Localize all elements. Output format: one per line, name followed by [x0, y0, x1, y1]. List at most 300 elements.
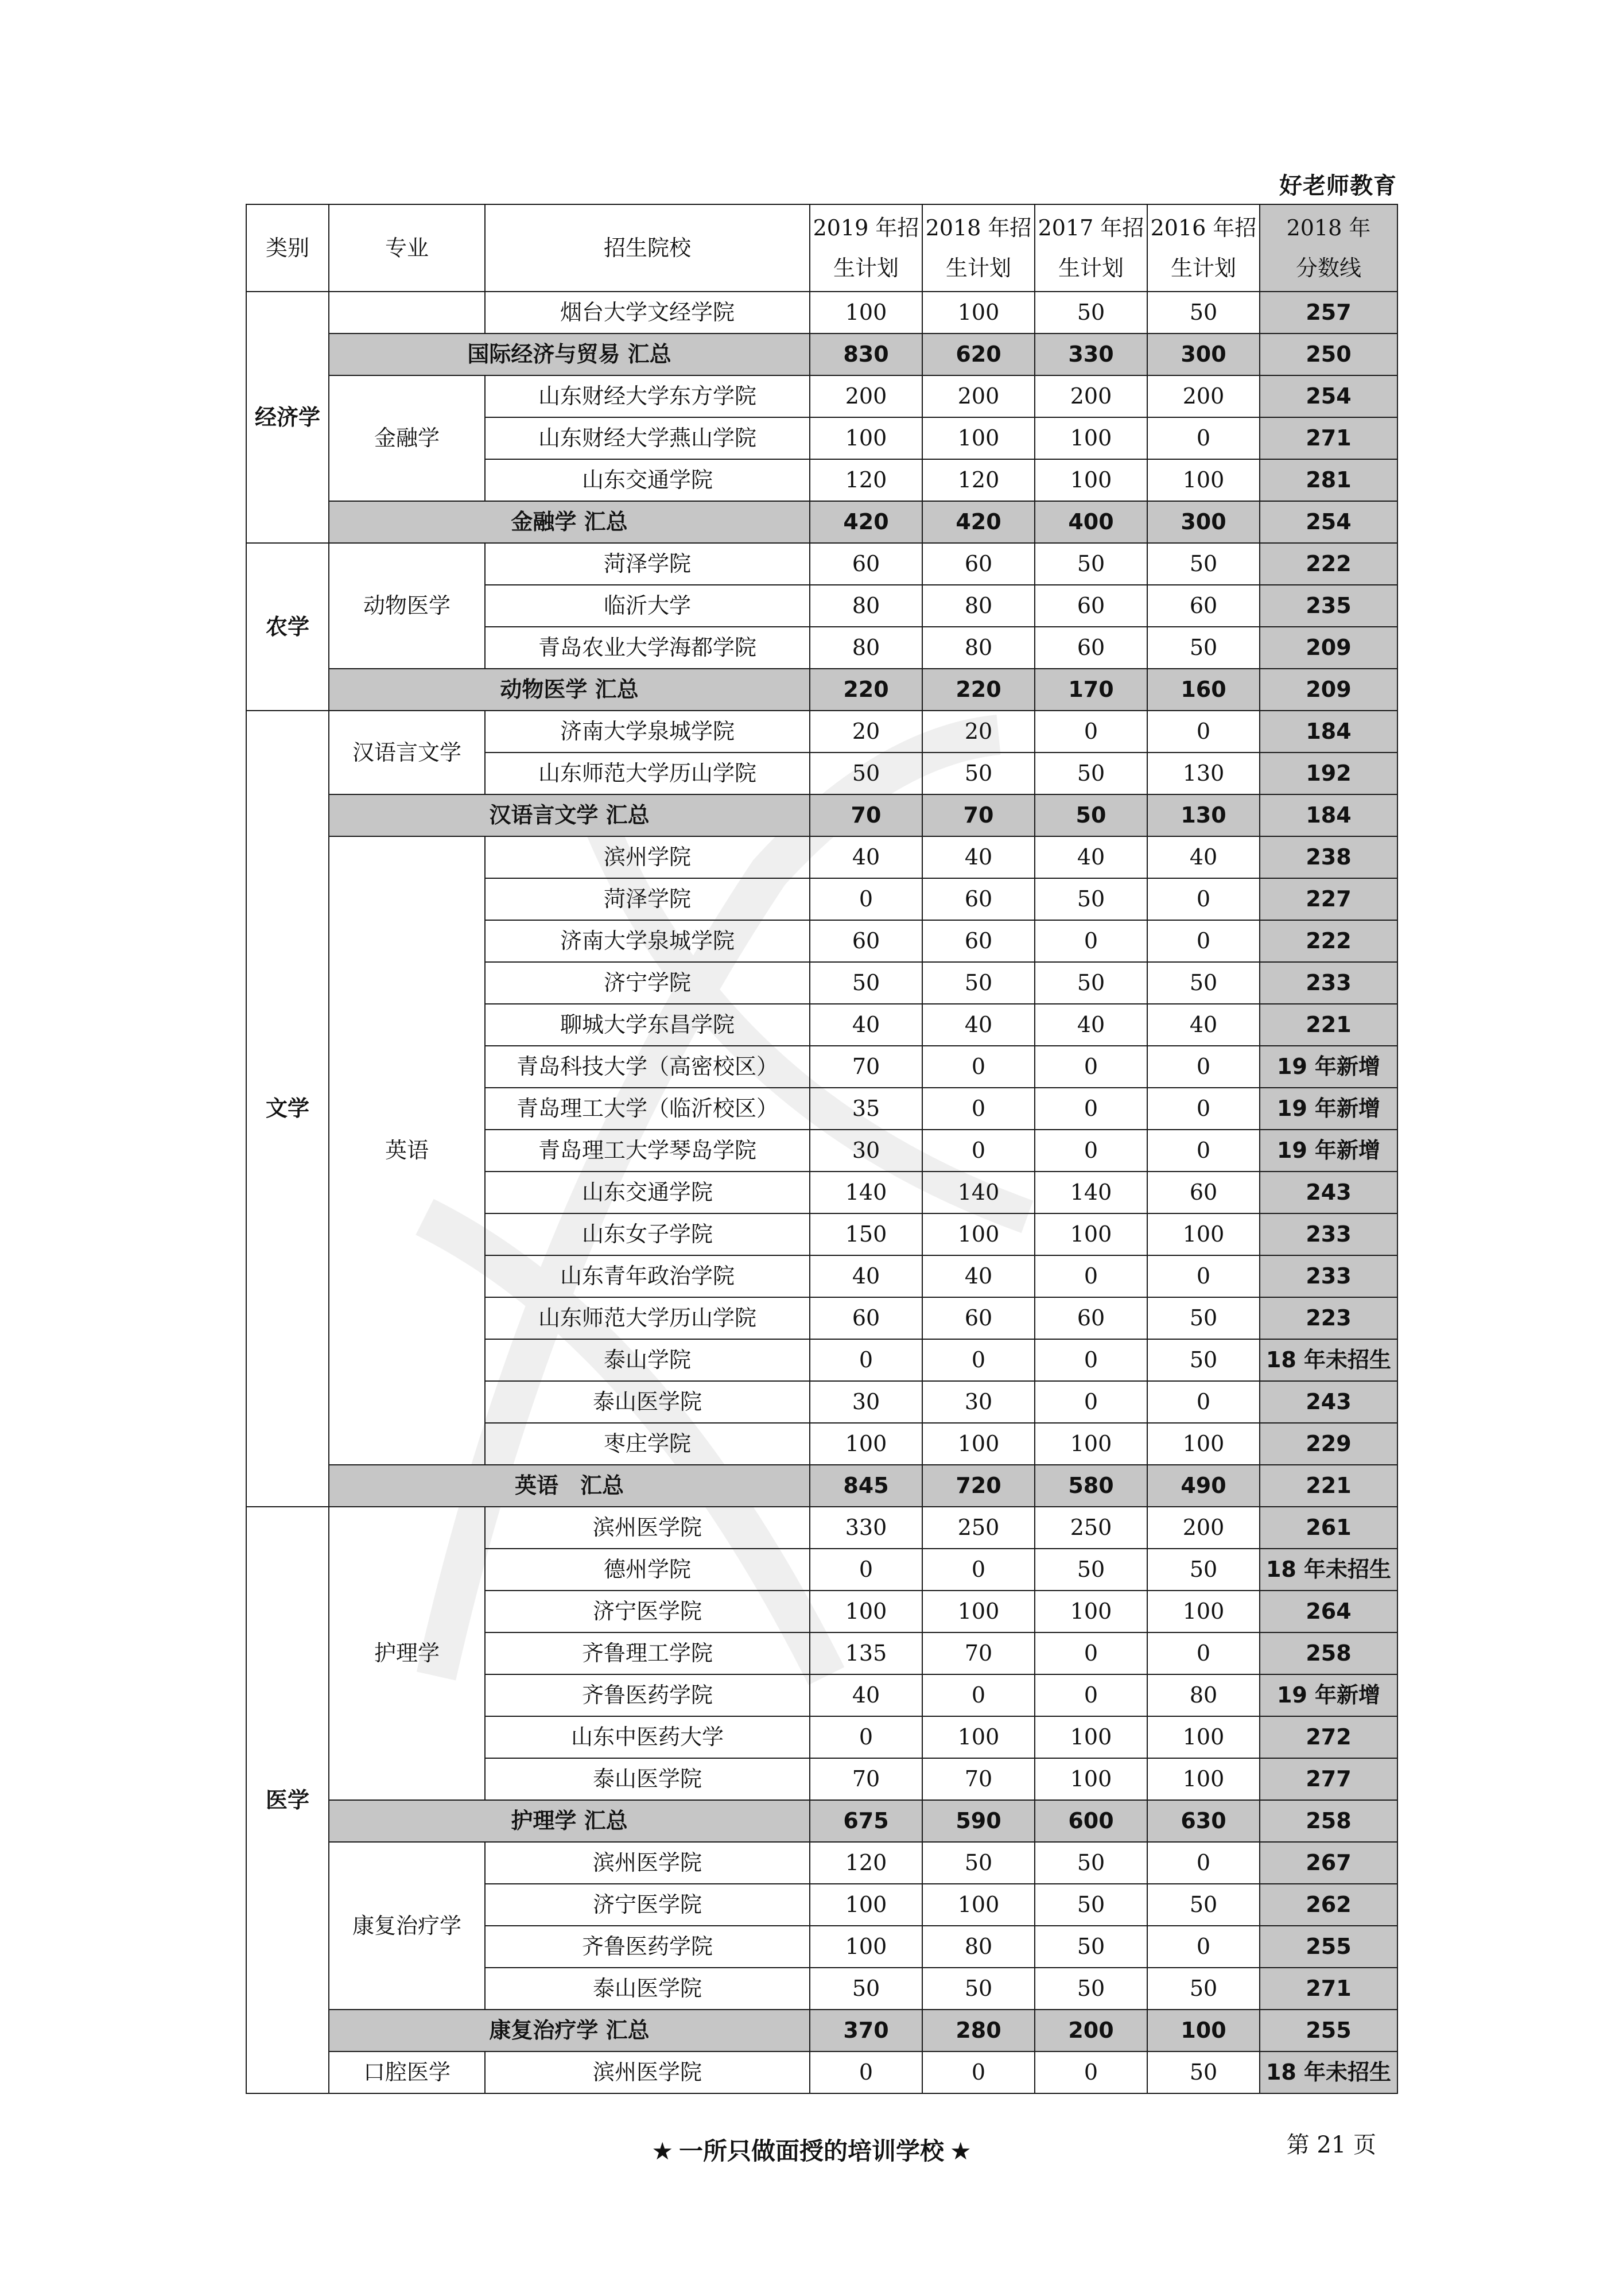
plan-2016-cell: 100 — [1147, 2010, 1260, 2051]
school-cell: 山东财经大学燕山学院 — [485, 417, 810, 459]
plan-2018-cell: 50 — [922, 962, 1035, 1004]
plan-2017-cell: 100 — [1035, 1423, 1147, 1465]
school-cell: 济南大学泉城学院 — [485, 920, 810, 962]
plan-2016-cell: 0 — [1147, 878, 1260, 920]
plan-2016-cell: 100 — [1147, 1591, 1260, 1632]
table-row — [246, 292, 1397, 333]
plan-2016-cell: 50 — [1147, 2051, 1260, 2093]
plan-2019-cell: 120 — [810, 1842, 922, 1884]
star-icon: ★ — [950, 2137, 972, 2165]
school-cell: 齐鲁医药学院 — [485, 1674, 810, 1716]
plan-2016-cell: 0 — [1147, 1130, 1260, 1172]
plan-2018-cell: 60 — [922, 878, 1035, 920]
school-cell: 山东财经大学东方学院 — [485, 375, 810, 417]
plan-2019-cell: 80 — [810, 627, 922, 669]
brand-name: 好老师教育 — [1279, 173, 1397, 199]
plan-2018-cell: 200 — [922, 375, 1035, 417]
school-cell: 山东中医药大学 — [485, 1716, 810, 1758]
table-body — [246, 292, 1397, 2093]
score-cell: 258 — [1260, 1632, 1397, 1674]
score-cell: 222 — [1260, 543, 1397, 585]
plan-2017-cell: 60 — [1035, 1297, 1147, 1339]
header-plan-2019: 2019 年招 生计划 — [810, 204, 922, 292]
plan-2019-cell: 40 — [810, 836, 922, 878]
plan-2017-cell: 0 — [1035, 1674, 1147, 1716]
header-plan-2018: 2018 年招 生计划 — [922, 204, 1035, 292]
plan-2017-cell: 100 — [1035, 417, 1147, 459]
school-cell: 泰山医学院 — [485, 1758, 810, 1800]
subtotal-row — [246, 2010, 1397, 2051]
plan-2019-cell: 40 — [810, 1255, 922, 1297]
subtotal-label: 金融学 汇总 — [329, 501, 810, 543]
plan-2018-cell: 40 — [922, 1255, 1035, 1297]
plan-2018-cell: 0 — [922, 1088, 1035, 1130]
major-cell: 汉语言文学 — [329, 711, 485, 794]
header-score-2018: 2018 年 分数线 — [1260, 204, 1397, 292]
plan-2016-cell: 130 — [1147, 794, 1260, 836]
plan-2019-cell: 50 — [810, 962, 922, 1004]
plan-2017-cell: 100 — [1035, 459, 1147, 501]
footer-slogan-text: 一所只做面授的培训学校 — [678, 2137, 944, 2165]
plan-2016-cell: 50 — [1147, 543, 1260, 585]
plan-2016-cell: 100 — [1147, 459, 1260, 501]
score-cell: 184 — [1260, 794, 1397, 836]
major-cell — [329, 292, 485, 333]
table-row — [246, 1842, 1397, 1884]
plan-2017-cell: 50 — [1035, 543, 1147, 585]
score-cell: 243 — [1260, 1172, 1397, 1213]
plan-2017-cell: 0 — [1035, 1339, 1147, 1381]
plan-2019-cell: 70 — [810, 1046, 922, 1088]
major-cell: 英语 — [329, 836, 485, 1465]
plan-2017-cell: 50 — [1035, 1549, 1147, 1591]
plan-2018-cell: 100 — [922, 292, 1035, 333]
school-cell: 菏泽学院 — [485, 543, 810, 585]
plan-2018-cell: 40 — [922, 1004, 1035, 1046]
school-cell: 枣庄学院 — [485, 1423, 810, 1465]
plan-2016-cell: 0 — [1147, 1255, 1260, 1297]
major-cell: 动物医学 — [329, 543, 485, 669]
score-cell: 254 — [1260, 375, 1397, 417]
score-cell: 281 — [1260, 459, 1397, 501]
school-cell: 济宁医学院 — [485, 1591, 810, 1632]
plan-2018-cell: 60 — [922, 543, 1035, 585]
school-cell: 滨州医学院 — [485, 1842, 810, 1884]
category-cell: 经济学 — [246, 292, 329, 543]
plan-2019-cell: 50 — [810, 1968, 922, 2010]
plan-2019-cell: 0 — [810, 2051, 922, 2093]
plan-2017-cell: 0 — [1035, 1255, 1147, 1297]
plan-2017-cell: 200 — [1035, 375, 1147, 417]
plan-2017-cell: 170 — [1035, 669, 1147, 711]
plan-2018-cell: 0 — [922, 1339, 1035, 1381]
plan-2019-cell: 80 — [810, 585, 922, 627]
score-cell: 250 — [1260, 333, 1397, 375]
plan-2016-cell: 40 — [1147, 1004, 1260, 1046]
plan-2017-cell: 50 — [1035, 962, 1147, 1004]
plan-2019-cell: 100 — [810, 1423, 922, 1465]
plan-2017-cell: 50 — [1035, 1884, 1147, 1926]
table-row — [246, 2051, 1397, 2093]
plan-2016-cell: 100 — [1147, 1716, 1260, 1758]
plan-2019-cell: 370 — [810, 2010, 922, 2051]
plan-2018-cell: 0 — [922, 1046, 1035, 1088]
plan-2017-cell: 60 — [1035, 627, 1147, 669]
major-cell: 护理学 — [329, 1507, 485, 1800]
plan-2016-cell: 160 — [1147, 669, 1260, 711]
plan-2018-cell: 620 — [922, 333, 1035, 375]
plan-2017-cell: 0 — [1035, 711, 1147, 753]
plan-2016-cell: 100 — [1147, 1758, 1260, 1800]
plan-2018-cell: 70 — [922, 794, 1035, 836]
table-row — [246, 375, 1397, 417]
plan-2016-cell: 0 — [1147, 920, 1260, 962]
school-cell: 山东交通学院 — [485, 459, 810, 501]
plan-2019-cell: 830 — [810, 333, 922, 375]
plan-2017-cell: 100 — [1035, 1758, 1147, 1800]
plan-2017-cell: 0 — [1035, 1130, 1147, 1172]
plan-2016-cell: 630 — [1147, 1800, 1260, 1842]
enrollment-score-table — [246, 204, 1398, 2094]
plan-2018-cell: 0 — [922, 1549, 1035, 1591]
plan-2018-cell: 720 — [922, 1465, 1035, 1507]
score-cell: 267 — [1260, 1842, 1397, 1884]
plan-2016-cell: 0 — [1147, 1926, 1260, 1968]
school-cell: 济宁学院 — [485, 962, 810, 1004]
score-cell: 19 年新增 — [1260, 1088, 1397, 1130]
table-row — [246, 1507, 1397, 1549]
score-cell: 262 — [1260, 1884, 1397, 1926]
school-cell: 青岛科技大学（高密校区） — [485, 1046, 810, 1088]
score-cell: 233 — [1260, 1213, 1397, 1255]
plan-2017-cell: 50 — [1035, 753, 1147, 794]
plan-2017-cell: 250 — [1035, 1507, 1147, 1549]
score-cell: 221 — [1260, 1004, 1397, 1046]
plan-2019-cell: 100 — [810, 1926, 922, 1968]
plan-2016-cell: 0 — [1147, 1632, 1260, 1674]
plan-2016-cell: 0 — [1147, 417, 1260, 459]
plan-2016-cell: 490 — [1147, 1465, 1260, 1507]
plan-2016-cell: 50 — [1147, 1297, 1260, 1339]
plan-2018-cell: 100 — [922, 1423, 1035, 1465]
score-cell: 221 — [1260, 1465, 1397, 1507]
plan-2017-cell: 0 — [1035, 1632, 1147, 1674]
school-cell: 济宁医学院 — [485, 1884, 810, 1926]
plan-2018-cell: 60 — [922, 1297, 1035, 1339]
school-cell: 滨州学院 — [485, 836, 810, 878]
plan-2018-cell: 50 — [922, 753, 1035, 794]
plan-2017-cell: 200 — [1035, 2010, 1147, 2051]
header-plan-2017: 2017 年招 生计划 — [1035, 204, 1147, 292]
plan-2018-cell: 80 — [922, 1926, 1035, 1968]
plan-2019-cell: 60 — [810, 543, 922, 585]
score-cell: 277 — [1260, 1758, 1397, 1800]
plan-2016-cell: 50 — [1147, 1884, 1260, 1926]
plan-2016-cell: 300 — [1147, 333, 1260, 375]
plan-2019-cell: 30 — [810, 1130, 922, 1172]
plan-2017-cell: 0 — [1035, 1381, 1147, 1423]
subtotal-label: 护理学 汇总 — [329, 1800, 810, 1842]
category-cell: 文学 — [246, 711, 329, 1507]
plan-2018-cell: 100 — [922, 1213, 1035, 1255]
plan-2016-cell: 60 — [1147, 1172, 1260, 1213]
score-cell: 209 — [1260, 627, 1397, 669]
score-cell: 18 年未招生 — [1260, 1339, 1397, 1381]
plan-2019-cell: 220 — [810, 669, 922, 711]
plan-2018-cell: 140 — [922, 1172, 1035, 1213]
school-cell: 临沂大学 — [485, 585, 810, 627]
plan-2018-cell: 100 — [922, 1591, 1035, 1632]
plan-2017-cell: 140 — [1035, 1172, 1147, 1213]
plan-2018-cell: 0 — [922, 1674, 1035, 1716]
school-cell: 齐鲁医药学院 — [485, 1926, 810, 1968]
plan-2019-cell: 35 — [810, 1088, 922, 1130]
school-cell: 齐鲁理工学院 — [485, 1632, 810, 1674]
major-cell: 康复治疗学 — [329, 1842, 485, 2010]
subtotal-label: 动物医学 汇总 — [329, 669, 810, 711]
major-cell: 金融学 — [329, 375, 485, 501]
school-cell: 泰山医学院 — [485, 1381, 810, 1423]
plan-2019-cell: 40 — [810, 1674, 922, 1716]
score-cell: 19 年新增 — [1260, 1130, 1397, 1172]
plan-2019-cell: 100 — [810, 1884, 922, 1926]
score-cell: 235 — [1260, 585, 1397, 627]
score-cell: 18 年未招生 — [1260, 1549, 1397, 1591]
plan-2016-cell: 300 — [1147, 501, 1260, 543]
header-school: 招生院校 — [485, 204, 810, 292]
plan-2019-cell: 140 — [810, 1172, 922, 1213]
plan-2016-cell: 200 — [1147, 375, 1260, 417]
header-major: 专业 — [329, 204, 485, 292]
plan-2017-cell: 0 — [1035, 1088, 1147, 1130]
score-cell: 255 — [1260, 1926, 1397, 1968]
plan-2017-cell: 100 — [1035, 1591, 1147, 1632]
table-row — [246, 543, 1397, 585]
subtotal-row — [246, 1800, 1397, 1842]
plan-2017-cell: 0 — [1035, 920, 1147, 962]
plan-2019-cell: 0 — [810, 1339, 922, 1381]
school-cell: 济南大学泉城学院 — [485, 711, 810, 753]
table-header-row — [246, 204, 1397, 292]
plan-2019-cell: 675 — [810, 1800, 922, 1842]
score-cell: 272 — [1260, 1716, 1397, 1758]
school-cell: 青岛理工大学琴岛学院 — [485, 1130, 810, 1172]
plan-2019-cell: 0 — [810, 1716, 922, 1758]
plan-2018-cell: 420 — [922, 501, 1035, 543]
plan-2017-cell: 40 — [1035, 1004, 1147, 1046]
plan-2016-cell: 0 — [1147, 1381, 1260, 1423]
plan-2017-cell: 50 — [1035, 1842, 1147, 1884]
score-cell: 271 — [1260, 417, 1397, 459]
score-cell: 192 — [1260, 753, 1397, 794]
school-cell: 山东师范大学历山学院 — [485, 753, 810, 794]
score-cell: 264 — [1260, 1591, 1397, 1632]
score-cell: 238 — [1260, 836, 1397, 878]
plan-2017-cell: 50 — [1035, 794, 1147, 836]
plan-2018-cell: 100 — [922, 417, 1035, 459]
plan-2016-cell: 80 — [1147, 1674, 1260, 1716]
plan-2016-cell: 0 — [1147, 1842, 1260, 1884]
school-cell: 山东青年政治学院 — [485, 1255, 810, 1297]
score-cell: 18 年未招生 — [1260, 2051, 1397, 2093]
plan-2018-cell: 30 — [922, 1381, 1035, 1423]
score-cell: 261 — [1260, 1507, 1397, 1549]
school-cell: 青岛农业大学海都学院 — [485, 627, 810, 669]
category-cell: 医学 — [246, 1507, 329, 2093]
plan-2017-cell: 40 — [1035, 836, 1147, 878]
subtotal-row — [246, 501, 1397, 543]
plan-2019-cell: 70 — [810, 1758, 922, 1800]
score-cell: 257 — [1260, 292, 1397, 333]
plan-2017-cell: 100 — [1035, 1213, 1147, 1255]
header-plan-2016: 2016 年招 生计划 — [1147, 204, 1260, 292]
plan-2016-cell: 200 — [1147, 1507, 1260, 1549]
plan-2019-cell: 60 — [810, 920, 922, 962]
plan-2019-cell: 0 — [810, 878, 922, 920]
plan-2019-cell: 150 — [810, 1213, 922, 1255]
subtotal-row — [246, 1465, 1397, 1507]
score-cell: 19 年新增 — [1260, 1674, 1397, 1716]
plan-2019-cell: 845 — [810, 1465, 922, 1507]
subtotal-row — [246, 333, 1397, 375]
score-cell: 229 — [1260, 1423, 1397, 1465]
school-cell: 滨州医学院 — [485, 1507, 810, 1549]
plan-2017-cell: 580 — [1035, 1465, 1147, 1507]
score-cell: 254 — [1260, 501, 1397, 543]
subtotal-row — [246, 794, 1397, 836]
school-cell: 泰山医学院 — [485, 1968, 810, 2010]
plan-2018-cell: 100 — [922, 1716, 1035, 1758]
plan-2018-cell: 40 — [922, 836, 1035, 878]
score-cell: 243 — [1260, 1381, 1397, 1423]
plan-2019-cell: 0 — [810, 1549, 922, 1591]
plan-2017-cell: 600 — [1035, 1800, 1147, 1842]
plan-2018-cell: 80 — [922, 627, 1035, 669]
plan-2019-cell: 50 — [810, 753, 922, 794]
score-cell: 222 — [1260, 920, 1397, 962]
plan-2018-cell: 220 — [922, 669, 1035, 711]
score-cell: 184 — [1260, 711, 1397, 753]
plan-2018-cell: 590 — [922, 1800, 1035, 1842]
plan-2018-cell: 70 — [922, 1758, 1035, 1800]
plan-2017-cell: 50 — [1035, 292, 1147, 333]
plan-2019-cell: 60 — [810, 1297, 922, 1339]
plan-2016-cell: 0 — [1147, 1088, 1260, 1130]
plan-2019-cell: 100 — [810, 417, 922, 459]
star-icon: ★ — [651, 2137, 673, 2165]
plan-2017-cell: 50 — [1035, 1926, 1147, 1968]
subtotal-label: 汉语言文学 汇总 — [329, 794, 810, 836]
school-cell: 山东师范大学历山学院 — [485, 1297, 810, 1339]
score-cell: 233 — [1260, 962, 1397, 1004]
score-cell: 223 — [1260, 1297, 1397, 1339]
plan-2018-cell: 70 — [922, 1632, 1035, 1674]
score-cell: 255 — [1260, 2010, 1397, 2051]
plan-2018-cell: 120 — [922, 459, 1035, 501]
score-cell: 227 — [1260, 878, 1397, 920]
score-cell: 271 — [1260, 1968, 1397, 2010]
plan-2017-cell: 50 — [1035, 1968, 1147, 2010]
plan-2019-cell: 135 — [810, 1632, 922, 1674]
plan-2018-cell: 50 — [922, 1842, 1035, 1884]
footer-slogan — [0, 2132, 1623, 2167]
table-row — [246, 711, 1397, 753]
school-cell: 山东交通学院 — [485, 1172, 810, 1213]
plan-2016-cell: 50 — [1147, 627, 1260, 669]
plan-2017-cell: 0 — [1035, 1046, 1147, 1088]
plan-2016-cell: 0 — [1147, 1046, 1260, 1088]
score-cell: 258 — [1260, 1800, 1397, 1842]
page-number: 第 21 页 — [1286, 2132, 1376, 2158]
plan-2016-cell: 60 — [1147, 585, 1260, 627]
plan-2018-cell: 100 — [922, 1884, 1035, 1926]
school-cell: 德州学院 — [485, 1549, 810, 1591]
school-cell: 滨州医学院 — [485, 2051, 810, 2093]
plan-2019-cell: 100 — [810, 292, 922, 333]
score-cell: 19 年新增 — [1260, 1046, 1397, 1088]
plan-2016-cell: 40 — [1147, 836, 1260, 878]
header-category: 类别 — [246, 204, 329, 292]
plan-2017-cell: 100 — [1035, 1716, 1147, 1758]
plan-2019-cell: 100 — [810, 1591, 922, 1632]
plan-2019-cell: 40 — [810, 1004, 922, 1046]
plan-2017-cell: 0 — [1035, 2051, 1147, 2093]
plan-2016-cell: 50 — [1147, 292, 1260, 333]
subtotal-label: 康复治疗学 汇总 — [329, 2010, 810, 2051]
plan-2017-cell: 330 — [1035, 333, 1147, 375]
plan-2017-cell: 400 — [1035, 501, 1147, 543]
plan-2019-cell: 330 — [810, 1507, 922, 1549]
subtotal-row — [246, 669, 1397, 711]
plan-2019-cell: 420 — [810, 501, 922, 543]
score-cell: 209 — [1260, 669, 1397, 711]
plan-2018-cell: 20 — [922, 711, 1035, 753]
plan-2019-cell: 70 — [810, 794, 922, 836]
subtotal-label: 国际经济与贸易 汇总 — [329, 333, 810, 375]
plan-2016-cell: 50 — [1147, 1339, 1260, 1381]
table-row — [246, 836, 1397, 878]
plan-2018-cell: 0 — [922, 2051, 1035, 2093]
plan-2019-cell: 30 — [810, 1381, 922, 1423]
subtotal-label: 英语 汇总 — [329, 1465, 810, 1507]
plan-2018-cell: 280 — [922, 2010, 1035, 2051]
plan-2016-cell: 100 — [1147, 1213, 1260, 1255]
plan-2018-cell: 250 — [922, 1507, 1035, 1549]
plan-2019-cell: 120 — [810, 459, 922, 501]
plan-2018-cell: 50 — [922, 1968, 1035, 2010]
plan-2018-cell: 80 — [922, 585, 1035, 627]
plan-2016-cell: 100 — [1147, 1423, 1260, 1465]
plan-2016-cell: 0 — [1147, 711, 1260, 753]
school-cell: 烟台大学文经学院 — [485, 292, 810, 333]
plan-2019-cell: 200 — [810, 375, 922, 417]
plan-2016-cell: 50 — [1147, 1968, 1260, 2010]
plan-2018-cell: 0 — [922, 1130, 1035, 1172]
plan-2018-cell: 60 — [922, 920, 1035, 962]
plan-2017-cell: 60 — [1035, 585, 1147, 627]
school-cell: 山东女子学院 — [485, 1213, 810, 1255]
major-cell: 口腔医学 — [329, 2051, 485, 2093]
plan-2016-cell: 50 — [1147, 1549, 1260, 1591]
school-cell: 菏泽学院 — [485, 878, 810, 920]
school-cell: 青岛理工大学（临沂校区） — [485, 1088, 810, 1130]
school-cell: 泰山学院 — [485, 1339, 810, 1381]
plan-2019-cell: 20 — [810, 711, 922, 753]
plan-2017-cell: 50 — [1035, 878, 1147, 920]
plan-2016-cell: 130 — [1147, 753, 1260, 794]
plan-2016-cell: 50 — [1147, 962, 1260, 1004]
school-cell: 聊城大学东昌学院 — [485, 1004, 810, 1046]
